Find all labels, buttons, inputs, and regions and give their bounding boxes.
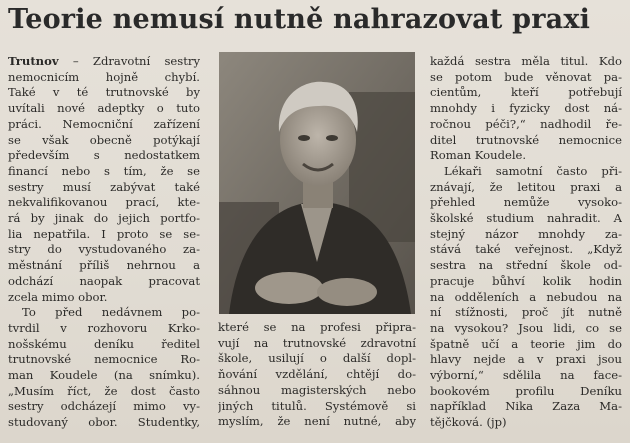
text-line: špatně učí a teorie jim do — [430, 336, 622, 351]
text-line: sáhnou magisterských nebo — [218, 382, 416, 397]
text-line: nošskému deníku ředitel — [8, 336, 200, 351]
text-line: především s nedostatkem — [8, 148, 200, 163]
text-line: stejný názor mnohdy za- — [430, 226, 622, 241]
text-line: hlavy nejde a v praxi jsou — [430, 352, 622, 367]
portrait-illustration — [219, 52, 415, 314]
text-line: mnohdy i fyzicky dost ná- — [430, 101, 622, 116]
text-line: bookovém profilu Deníku — [430, 383, 622, 398]
text-line: tvrdil v rozhovoru Krko- — [8, 320, 200, 335]
text-line: sestry musí zabývat také — [8, 179, 200, 194]
text-line: trutnovské nemocnice Ro- — [8, 352, 200, 367]
article-column-2 — [218, 320, 416, 430]
headline: Teorie nemusí nutně nahrazovat praxi — [8, 4, 591, 35]
text-line: městnání příliš nehrnou a — [8, 258, 200, 273]
text-line: „Musím říct, že dost často — [8, 383, 200, 398]
text-line: práci. Nemocniční zařízení — [8, 116, 200, 131]
text-line: škole, usilují o další dopl- — [218, 351, 416, 366]
text-line: výborní,“ sdělila na face- — [430, 368, 622, 383]
text-line: sestra na střední škole od- — [430, 258, 622, 273]
text-line: man Koudele (na snímku). — [8, 368, 200, 383]
text-line: sestry odcházejí mimo vy- — [8, 399, 200, 414]
text-line: ditel trutnovské nemocnice — [430, 132, 622, 147]
text-line: ňování vzdělání, chtějí do- — [218, 367, 416, 382]
portrait-photo — [219, 52, 415, 314]
text-line: stává také veřejnost. „Když — [430, 242, 622, 257]
article-column-3 — [430, 54, 622, 431]
text-line: To před nedávnem po- — [22, 305, 200, 320]
text-line: Lékaři samotní často při- — [444, 163, 622, 178]
text-line: Trutnov – Zdravotní sestry — [8, 54, 200, 68]
text-line: studovaný obor. Studentky, — [8, 415, 200, 430]
text-line: tějčková. (jp) — [430, 415, 507, 430]
text-line: cientům, kteří potřebují — [430, 85, 622, 100]
text-line: se potom bude věnovat pa- — [430, 69, 622, 84]
text-line: uvítali nové adeptky o tuto — [8, 101, 200, 116]
text-line: myslím, že není nutné, aby — [218, 414, 416, 429]
text-line: na vysokou? Jsou lidi, co se — [430, 320, 622, 335]
text-line: Roman Koudele. — [430, 148, 527, 163]
dateline: Trutnov — [8, 54, 59, 68]
text-line: na odděleních a nebudou na — [430, 289, 622, 304]
text-line: přehled nemůže vysoko- — [430, 195, 622, 210]
text-line: každá sestra měla titul. Kdo — [430, 54, 622, 68]
article-column-1 — [8, 54, 200, 431]
text-line: nemocnicím hojně chybí. — [8, 69, 200, 84]
text-line: vují na trutnovské zdravotní — [218, 335, 416, 350]
text-line: stry do vystudovaného za- — [8, 242, 200, 257]
text-line: ní stížnosti, proč jít nutně — [430, 305, 622, 320]
text-line: které se na profesi připra- — [218, 320, 416, 334]
text-line: Také v té trutnovské by — [8, 85, 200, 100]
text-line: lia nepatřila. I proto se se- — [8, 226, 200, 241]
text-line: zcela mimo obor. — [8, 289, 108, 304]
text-line: odchází naopak pracovat — [8, 273, 200, 288]
text-line: ročnou péči?,“ nadhodil ře- — [430, 116, 622, 131]
text-line: rá by jinak do jejich portfo- — [8, 211, 200, 226]
text-line: se však obecně potýkají — [8, 132, 200, 147]
text-line: financí nebo s tím, že se — [8, 163, 200, 178]
text-line: například Nika Zaza Ma- — [430, 399, 622, 414]
text-line: znávají, že letitou praxi a — [430, 179, 622, 194]
text-line: školské studium nahradit. A — [430, 211, 622, 226]
text-line: nekvalifikovanou prací, kte- — [8, 195, 200, 210]
text-line: jiných titulů. Systémově si — [218, 398, 416, 413]
text-line: pracuje bůhví kolik hodin — [430, 273, 622, 288]
